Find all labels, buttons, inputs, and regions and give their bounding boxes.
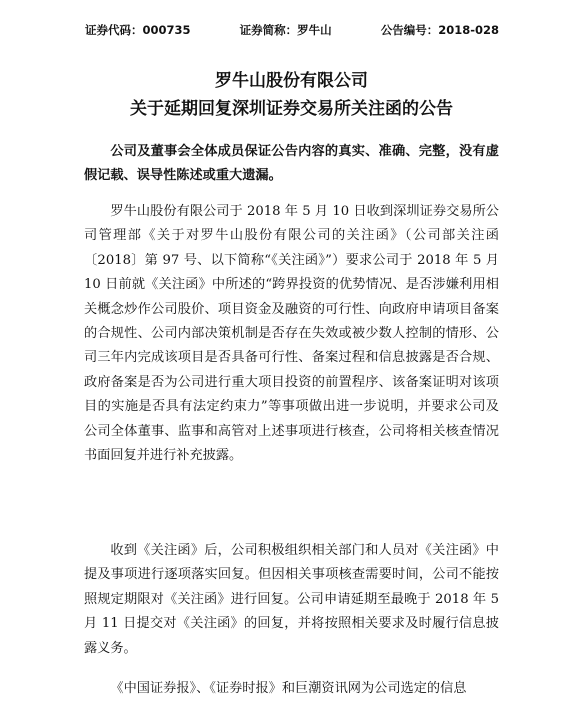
body-paragraph-1: 罗牛山股份有限公司于 2018 年 5 月 10 日收到深圳证券交易所公司管理部《关于对罗牛山股份有限公司的关注函》（公司部关注函〔2018〕第 97 号、以下简称“《关注函》”）要求公司于 2018 年 5 月 10 日前就《关注函》中所述的“跨界投资的优势情况、是否涉嫌利用相关概念炒作公司股价、项目资金及融资的可行性、向政府申请项目备案的合规性、公司内部决策机制是否存在失效或被少数人控制的情形、公司三年内完成该项目是否具备可行性、备案过程和信息披露是否合规、政府备案是否为公司进行重大项目投资的前置程序、该备案证明对该项目的实施是否具有法定约束力”等事项做出进一步说明，并要求公司及公司全体董事、监事和高管对上述事项进行核查，公司将相关核查情况书面回复并进行补充披露。 <box>84 204 499 464</box>
stock-name: 证券简称：罗牛山 <box>239 23 332 37</box>
board-statement: 公司及董事会全体成员保证公告内容的真实、准确、完整，没有虚假记载、误导性陈述或重大遗漏。 <box>84 144 499 183</box>
company-title: 罗牛山股份有限公司 <box>215 71 368 91</box>
notice-number: 公告编号：2018-028 <box>380 23 499 37</box>
document-header <box>85 22 499 38</box>
body-paragraph-3: 《中国证券报》、《证券时报》和巨潮资讯网为公司选定的信息 <box>110 681 467 696</box>
stock-code: 证券代码：000735 <box>85 23 191 37</box>
notice-title: 关于延期回复深圳证券交易所关注函的公告 <box>130 99 453 119</box>
body-paragraph-2: 收到《关注函》后，公司积极组织相关部门和人员对《关注函》中提及事项进行逐项落实回复。但因相关事项核查需要时间，公司不能按照规定期限对《关注函》进行回复。公司申请延期至最晚于 2018 年 5 月 11 日提交对《关注函》的回复，并将按照相关要求及时履行信息披露义务。 <box>84 543 499 656</box>
